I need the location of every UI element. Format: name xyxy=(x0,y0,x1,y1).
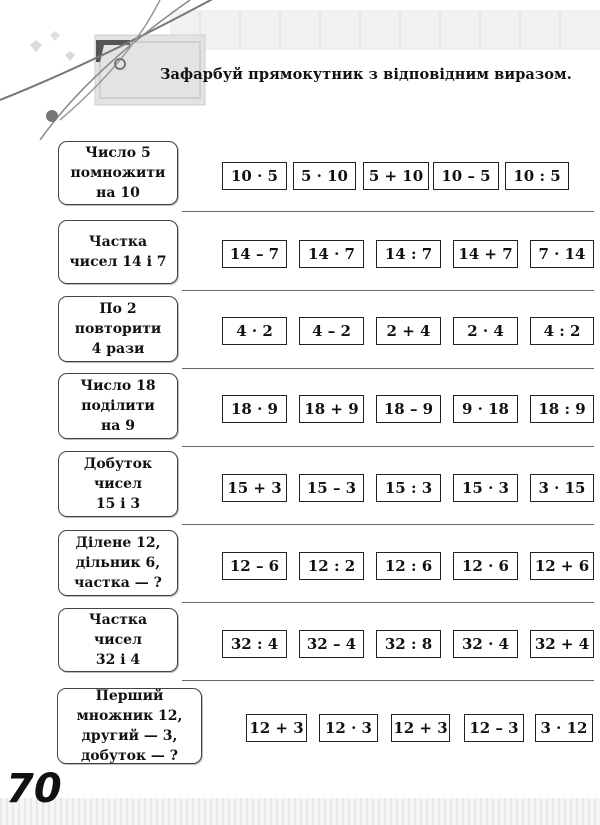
expression-box[interactable]: 4 – 2 xyxy=(299,317,364,345)
expression-box[interactable]: 12 + 6 xyxy=(530,552,594,580)
task-card xyxy=(58,530,178,596)
row-divider xyxy=(182,446,594,447)
instruction-title: Зафарбуй прямокутник з відповідним виразом. xyxy=(160,66,572,83)
task-text: Частка чисел 32 і 4 xyxy=(88,612,148,668)
task-card xyxy=(58,451,178,517)
bottom-band xyxy=(0,798,600,825)
expression-box[interactable]: 10 : 5 xyxy=(505,162,569,190)
row-divider xyxy=(182,290,594,291)
expression-box[interactable]: 9 · 18 xyxy=(453,395,518,423)
expression-box[interactable]: 18 · 9 xyxy=(222,395,287,423)
expression-box[interactable]: 3 · 12 xyxy=(535,714,593,742)
expression-box[interactable]: 32 + 4 xyxy=(530,630,594,658)
task-text: Перший множник 12, другий — 3, добуток — ? xyxy=(76,688,183,764)
task-text: Добуток чисел 15 і 3 xyxy=(83,456,153,512)
expression-box[interactable]: 12 · 6 xyxy=(453,552,518,580)
expression-box[interactable]: 10 – 5 xyxy=(433,162,499,190)
task-text: Ділене 12, дільник 6, частка — ? xyxy=(74,535,162,591)
expression-box[interactable]: 15 : 3 xyxy=(376,474,441,502)
task-text: По 2 повторити 4 рази xyxy=(74,301,162,357)
expression-box[interactable]: 3 · 15 xyxy=(530,474,594,502)
task-card xyxy=(58,373,178,439)
expression-box[interactable]: 32 – 4 xyxy=(299,630,364,658)
expression-box[interactable]: 14 + 7 xyxy=(453,240,518,268)
expression-box[interactable]: 32 : 8 xyxy=(376,630,441,658)
expression-box[interactable]: 7 · 14 xyxy=(530,240,594,268)
task-text: Число 18 поділити на 9 xyxy=(80,378,156,434)
expression-box[interactable]: 14 : 7 xyxy=(376,240,441,268)
task-card xyxy=(57,688,202,764)
expression-box[interactable]: 12 : 2 xyxy=(299,552,364,580)
expression-box[interactable]: 12 + 3 xyxy=(246,714,307,742)
expression-box[interactable]: 5 + 10 xyxy=(363,162,429,190)
expression-box[interactable]: 18 : 9 xyxy=(530,395,594,423)
task-card xyxy=(58,296,178,362)
expression-box[interactable]: 14 · 7 xyxy=(299,240,364,268)
row-divider xyxy=(182,211,594,212)
task-text: Число 5 помножити на 10 xyxy=(70,145,166,201)
expression-box[interactable]: 10 · 5 xyxy=(222,162,287,190)
expression-box[interactable]: 12 – 6 xyxy=(222,552,287,580)
expression-box[interactable]: 2 · 4 xyxy=(453,317,518,345)
expression-box[interactable]: 15 · 3 xyxy=(453,474,518,502)
expression-box[interactable]: 15 + 3 xyxy=(222,474,287,502)
expression-box[interactable]: 15 – 3 xyxy=(299,474,364,502)
task-text: Частка чисел 14 і 7 xyxy=(69,234,167,270)
expression-box[interactable]: 4 : 2 xyxy=(530,317,594,345)
expression-box[interactable]: 12 – 3 xyxy=(464,714,524,742)
row-divider xyxy=(182,602,594,603)
expression-box[interactable]: 4 · 2 xyxy=(222,317,287,345)
expression-box[interactable]: 18 + 9 xyxy=(299,395,364,423)
expression-box[interactable]: 5 · 10 xyxy=(293,162,356,190)
expression-box[interactable]: 32 · 4 xyxy=(453,630,518,658)
row-divider xyxy=(182,368,594,369)
expression-box[interactable]: 2 + 4 xyxy=(376,317,441,345)
row-divider xyxy=(182,680,594,681)
task-card xyxy=(58,220,178,284)
row-divider xyxy=(182,524,594,525)
expression-box[interactable]: 18 – 9 xyxy=(376,395,441,423)
expression-box[interactable]: 12 · 3 xyxy=(319,714,378,742)
expression-box[interactable]: 14 – 7 xyxy=(222,240,287,268)
expression-box[interactable]: 12 : 6 xyxy=(376,552,441,580)
task-card xyxy=(58,608,178,672)
task-card xyxy=(58,141,178,205)
expression-box[interactable]: 12 + 3 xyxy=(391,714,450,742)
page-number: 70 xyxy=(6,766,62,812)
expression-box[interactable]: 32 : 4 xyxy=(222,630,287,658)
